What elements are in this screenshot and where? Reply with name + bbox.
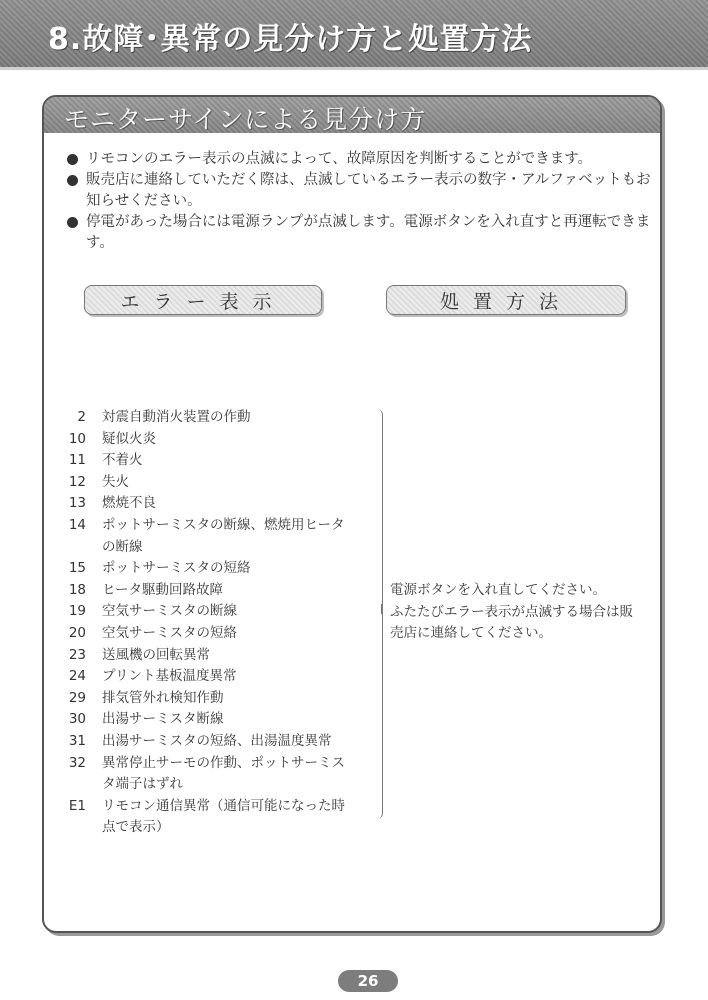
error-code: 20 <box>68 624 86 641</box>
chapter-header <box>0 0 708 70</box>
error-description: 排気管外れ検知作動 <box>102 689 224 706</box>
monitor-sign-panel <box>42 95 662 933</box>
brace-tip <box>381 604 387 614</box>
error-description: 疑似火炎 <box>102 430 156 447</box>
error-description: ポットサーミスタの短絡 <box>102 560 251 577</box>
error-code: 11 <box>68 452 86 469</box>
remedy-line: 電源ボタンを入れ直してください。 <box>390 582 606 598</box>
error-code: 24 <box>68 668 86 685</box>
error-description: 空気サーミスタの短絡 <box>102 624 237 641</box>
error-code: 31 <box>68 732 86 749</box>
error-row <box>62 601 382 623</box>
error-description: 対震自動消火装置の作動 <box>102 409 251 425</box>
error-code: 29 <box>68 689 86 706</box>
error-code: 15 <box>68 560 86 577</box>
error-code: E1 <box>68 797 86 814</box>
error-row <box>62 731 382 753</box>
section-title: モニターサインによる見分け方 <box>64 105 427 134</box>
error-description: 空気サーミスタの断線 <box>102 603 237 620</box>
bullet-item: リモコンのエラー表示の点滅によって、故障原因を判断することができます。 <box>66 149 651 170</box>
error-description: 送風機の回転異常 <box>102 646 210 663</box>
error-code: 30 <box>68 711 86 728</box>
error-description: 失火 <box>102 473 129 490</box>
error-code: 32 <box>68 754 86 771</box>
error-code: 12 <box>68 473 86 490</box>
error-description: 燃焼不良 <box>102 495 156 512</box>
error-description: プリント基板温度異常 <box>102 668 237 685</box>
error-row <box>62 580 382 602</box>
brace-divider <box>375 409 383 819</box>
bullet-list <box>66 149 651 254</box>
remedy-text <box>390 580 645 645</box>
chapter-title: 8.故障･異常の見分け方と処置方法 <box>48 22 533 57</box>
section-header <box>44 97 660 133</box>
bullet-item: 停電があった場合には電源ランプが点滅します。電源ボタンを入れ直すと再運転できます。 <box>66 212 651 254</box>
error-description: ヒータ駆動回路故障 <box>102 581 223 598</box>
error-description: 出湯サーミスタ断線 <box>102 711 224 728</box>
error-description: 出湯サーミスタの短絡、出湯温度異常 <box>102 732 332 749</box>
error-row <box>62 623 382 645</box>
error-display-label: エラー表示 <box>84 285 322 315</box>
error-row <box>62 429 382 451</box>
error-code: 13 <box>68 495 86 512</box>
error-row <box>62 515 382 558</box>
error-row <box>62 645 382 667</box>
remedy-line: ふたたびエラー表示が点滅する場合は販売店に連絡してください。 <box>390 603 633 642</box>
error-code: 19 <box>68 603 86 620</box>
error-description: 不着火 <box>102 452 143 469</box>
error-description: リモコン通信異常（通信可能になった時点で表示） <box>102 797 345 836</box>
error-code: 10 <box>68 430 86 447</box>
error-description: ポットサーミスタの断線、燃焼用ヒータの断線 <box>102 516 345 555</box>
error-row <box>62 493 382 515</box>
error-row <box>62 709 382 731</box>
remedy-label: 処置方法 <box>386 285 626 315</box>
error-row <box>62 666 382 688</box>
error-row <box>62 558 382 580</box>
error-row <box>62 407 382 429</box>
error-code: 23 <box>68 646 86 663</box>
error-code: 18 <box>68 581 86 598</box>
page-number: 26 <box>338 970 398 992</box>
error-description: 異常停止サーモの作動、ポットサーミスタ端子はずれ <box>102 754 345 793</box>
bullet-item: 販売店に連絡していただく際は、点滅しているエラー表示の数字・アルファベットもお知らせください。 <box>66 170 651 212</box>
error-code-list <box>62 407 382 839</box>
error-row <box>62 753 382 796</box>
error-row <box>62 472 382 494</box>
error-code: 2 <box>77 409 86 425</box>
error-row <box>62 796 382 839</box>
error-row <box>62 688 382 710</box>
error-code: 14 <box>68 516 86 533</box>
error-row <box>62 450 382 472</box>
